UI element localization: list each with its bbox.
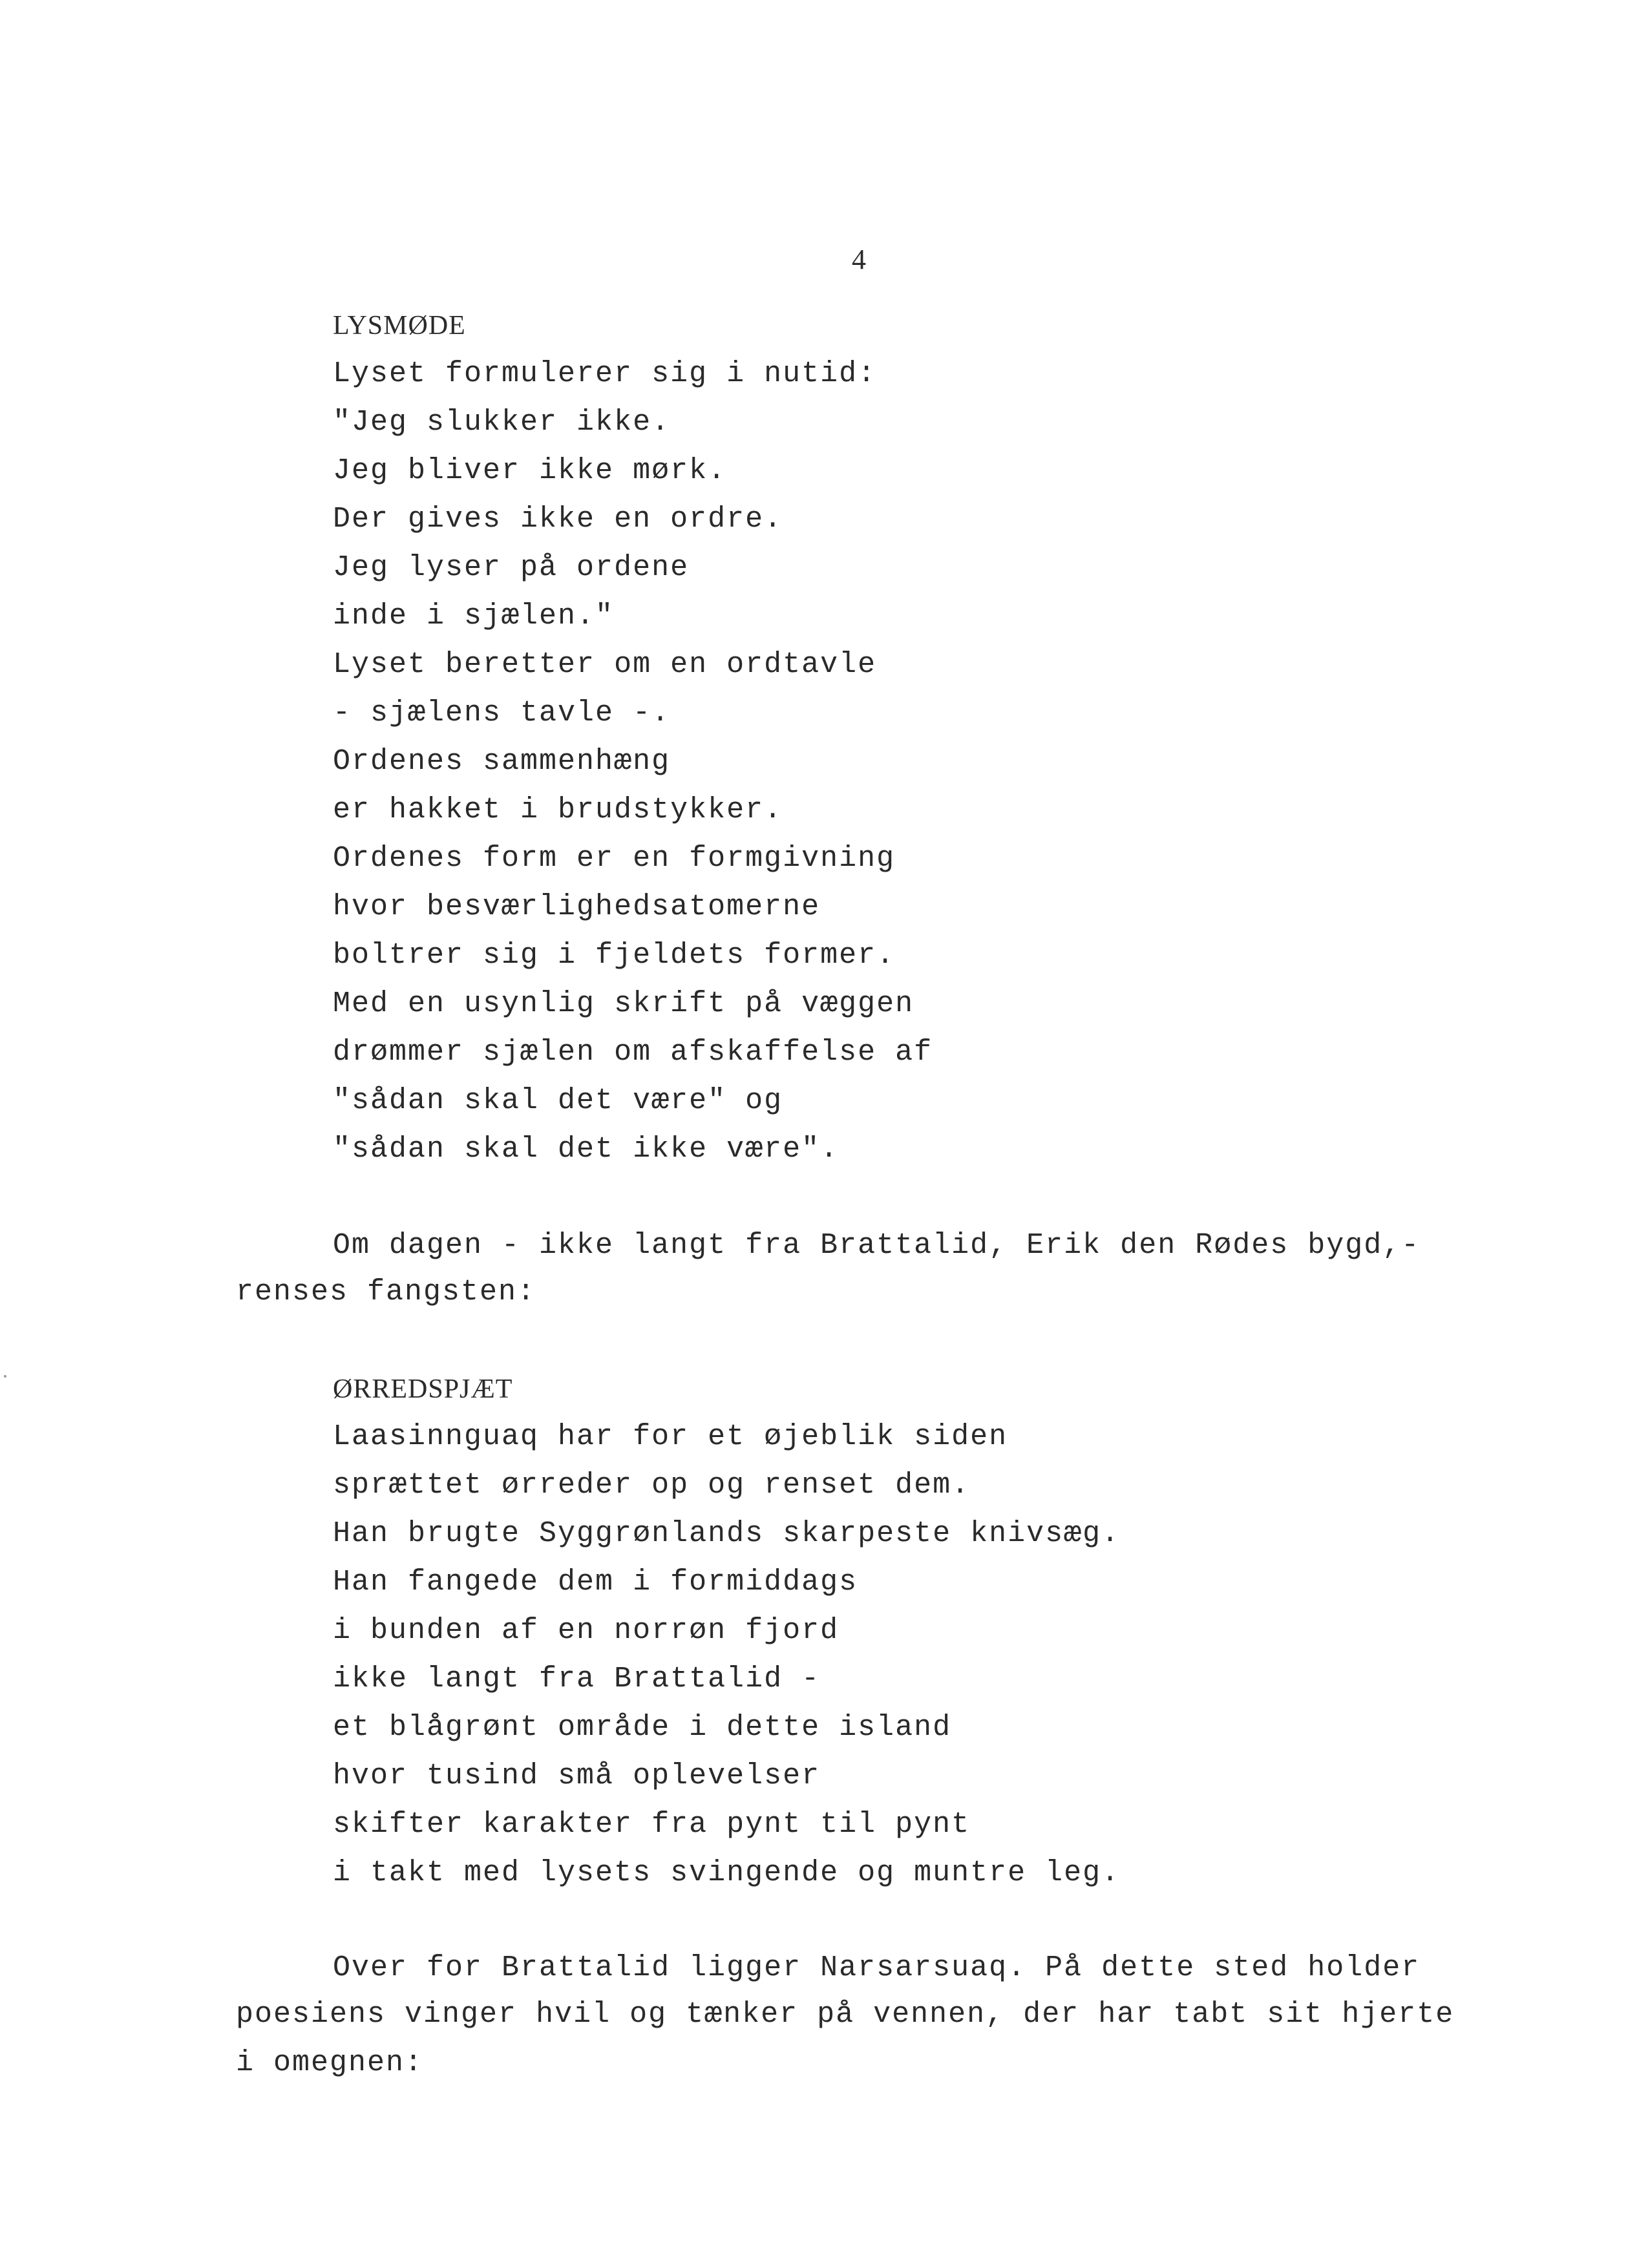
poem-line: skifter karakter fra pynt til pynt [333, 1808, 971, 1841]
poem-line: boltrer sig i fjeldets former. [333, 939, 896, 972]
prose-line: i omegnen: [236, 2046, 424, 2079]
poem-line: "sådan skal det ikke være". [333, 1133, 840, 1166]
poem-title: ØRREDSPJÆT [333, 1374, 513, 1404]
poem-line: "sådan skal det være" og [333, 1084, 783, 1117]
poem-line: Han fangede dem i formiddags [333, 1566, 858, 1599]
page-number: 4 [852, 244, 866, 275]
prose-line: Over for Brattalid ligger Narsarsuaq. På dette sted holder [333, 1951, 1421, 1984]
poem-line: i bunden af en norrøn fjord [333, 1614, 840, 1647]
poem-line: Han brugte Syggrønlands skarpeste knivsæg. [333, 1517, 1121, 1550]
poem-line: Med en usynlig skrift på væggen [333, 987, 914, 1020]
poem-line: Jeg bliver ikke mørk. [333, 454, 727, 487]
scan-speck [4, 1375, 6, 1378]
poem-line: "Jeg slukker ikke. [333, 406, 671, 439]
poem-line: Ordenes sammenhæng [333, 745, 671, 778]
poem-line: Ordenes form er en formgivning [333, 842, 896, 875]
prose-line: renses fangsten: [236, 1276, 536, 1308]
poem-title: LYSMØDE [333, 311, 466, 341]
poem-line: i takt med lysets svingende og muntre leg. [333, 1856, 1121, 1889]
poem-line: hvor besværlighedsatomerne [333, 890, 821, 923]
poem-line: et blågrønt område i dette island [333, 1711, 952, 1744]
poem-line: - sjælens tavle -. [333, 697, 671, 730]
poem-line: Der gives ikke en ordre. [333, 503, 783, 536]
poem-line: sprættet ørreder op og renset dem. [333, 1469, 971, 1502]
poem-line: drømmer sjælen om afskaffelse af [333, 1036, 933, 1069]
prose-line: Om dagen - ikke langt fra Brattalid, Erik den Rødes bygd,- [333, 1229, 1421, 1262]
prose-line: poesiens vinger hvil og tænker på vennen, der har tabt sit hjerte [236, 1998, 1455, 2031]
poem-line: hvor tusind små oplevelser [333, 1759, 821, 1792]
poem-line: ikke langt fra Brattalid - [333, 1663, 821, 1696]
poem-line: Laasinnguaq har for et øjeblik siden [333, 1420, 1008, 1453]
poem-line: inde i sjælen." [333, 600, 615, 633]
poem-line: er hakket i brudstykker. [333, 793, 783, 826]
poem-line: Lyset formulerer sig i nutid: [333, 357, 877, 390]
poem-line: Lyset beretter om en ordtavle [333, 648, 877, 681]
poem-line: Jeg lyser på ordene [333, 551, 690, 584]
